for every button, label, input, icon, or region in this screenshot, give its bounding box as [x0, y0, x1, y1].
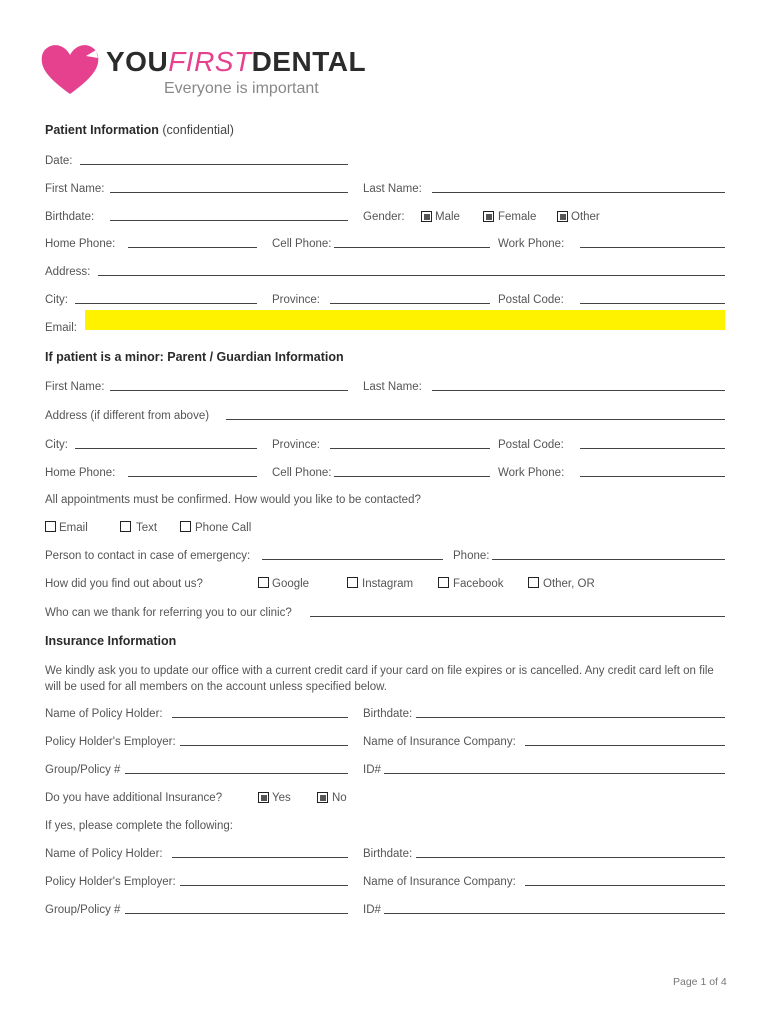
- contact-email-checkbox[interactable]: [45, 521, 56, 532]
- work-phone-label: Work Phone:: [498, 238, 565, 250]
- contact-question: All appointments must be confirmed. How would you like to be contacted?: [45, 494, 421, 506]
- find-other-label: Other, OR: [543, 578, 595, 590]
- group-policy-2-label: Group/Policy #: [45, 904, 121, 916]
- contact-text-label: Text: [136, 522, 158, 534]
- guardian-postal-code-label: Postal Code:: [498, 439, 564, 451]
- find-google-checkbox[interactable]: [258, 577, 269, 588]
- cell-phone-label: Cell Phone:: [272, 238, 332, 250]
- employer-field[interactable]: [180, 745, 348, 746]
- insurance-section-title: Insurance Information: [45, 634, 177, 648]
- additional-insurance-label: Do you have additional Insurance?: [45, 792, 223, 804]
- date-label: Date:: [45, 155, 73, 167]
- policy-holder-2-field[interactable]: [172, 857, 348, 858]
- referral-field[interactable]: [310, 616, 725, 617]
- province-label: Province:: [272, 294, 320, 306]
- city-label: City:: [45, 294, 68, 306]
- insurance-id-label: ID#: [363, 764, 381, 776]
- insurance-birthdate-label: Birthdate:: [363, 708, 413, 720]
- last-name-label: Last Name:: [363, 183, 422, 195]
- guardian-first-name-field[interactable]: [110, 390, 348, 391]
- contact-text-checkbox[interactable]: [120, 521, 131, 532]
- guardian-last-name-field[interactable]: [432, 390, 725, 391]
- find-facebook-label: Facebook: [453, 578, 504, 590]
- gender-female-radio[interactable]: [483, 211, 494, 222]
- guardian-first-name-label: First Name:: [45, 381, 105, 393]
- employer-2-field[interactable]: [180, 885, 348, 886]
- postal-code-label: Postal Code:: [498, 294, 564, 306]
- additional-no-radio[interactable]: [317, 792, 328, 803]
- date-field[interactable]: [80, 164, 348, 165]
- referral-label: Who can we thank for referring you to our clinic?: [45, 607, 292, 619]
- patient-section-title: [45, 123, 234, 137]
- gender-male-radio[interactable]: [421, 211, 432, 222]
- birthdate-field[interactable]: [110, 220, 348, 221]
- insurance-company-2-label: Name of Insurance Company:: [363, 876, 516, 888]
- find-instagram-checkbox[interactable]: [347, 577, 358, 588]
- patient-title: Patient Information: [45, 123, 159, 137]
- guardian-province-label: Province:: [272, 439, 320, 451]
- guardian-cell-phone-label: Cell Phone:: [272, 467, 332, 479]
- guardian-work-phone-field[interactable]: [580, 476, 725, 477]
- guardian-home-phone-label: Home Phone:: [45, 467, 116, 479]
- additional-no-label: No: [332, 792, 347, 804]
- group-policy-2-field[interactable]: [125, 913, 348, 914]
- insurance-birthdate-2-field[interactable]: [416, 857, 725, 858]
- guardian-home-phone-field[interactable]: [128, 476, 257, 477]
- insurance-id-2-label: ID#: [363, 904, 381, 916]
- gender-female-label: Female: [498, 211, 537, 223]
- additional-yes-label: Yes: [272, 792, 291, 804]
- insurance-id-2-field[interactable]: [384, 913, 725, 914]
- insurance-company-label: Name of Insurance Company:: [363, 736, 516, 748]
- email-label: Email:: [45, 322, 77, 334]
- gender-male-label: Male: [435, 211, 460, 223]
- find-instagram-label: Instagram: [362, 578, 414, 590]
- guardian-city-label: City:: [45, 439, 68, 451]
- brand-dental: DENTAL: [251, 46, 367, 77]
- first-name-field[interactable]: [110, 192, 348, 193]
- guardian-postal-code-field[interactable]: [580, 448, 725, 449]
- cell-phone-field[interactable]: [334, 247, 490, 248]
- insurance-id-field[interactable]: [384, 773, 725, 774]
- address-label: Address:: [45, 266, 91, 278]
- insurance-birthdate-field[interactable]: [416, 717, 725, 718]
- insurance-paragraph: We kindly ask you to update our office with a current credit card if your card on file expires or is cancelled. Any credit card left on file will be used for all members on the account unless specified below.: [45, 665, 714, 693]
- work-phone-field[interactable]: [580, 247, 725, 248]
- find-google-label: Google: [272, 578, 310, 590]
- home-phone-field[interactable]: [128, 247, 257, 248]
- address-field[interactable]: [98, 275, 725, 276]
- policy-holder-field[interactable]: [172, 717, 348, 718]
- find-us-label: How did you find out about us?: [45, 578, 203, 590]
- guardian-last-name-label: Last Name:: [363, 381, 422, 393]
- policy-holder-label: Name of Policy Holder:: [45, 708, 163, 720]
- policy-holder-2-label: Name of Policy Holder:: [45, 848, 163, 860]
- emergency-phone-label: Phone:: [453, 550, 490, 562]
- insurance-company-2-field[interactable]: [525, 885, 725, 886]
- guardian-section-title: If patient is a minor: Parent / Guardian Information: [45, 350, 344, 364]
- group-policy-label: Group/Policy #: [45, 764, 121, 776]
- guardian-city-field[interactable]: [75, 448, 257, 449]
- guardian-address-field[interactable]: [226, 419, 725, 420]
- patient-title-note: (confidential): [162, 123, 234, 137]
- contact-email-label: Email: [59, 522, 88, 534]
- employer-2-label: Policy Holder's Employer:: [45, 876, 176, 888]
- brand-you: YOU: [106, 46, 169, 77]
- gender-label: Gender:: [363, 211, 405, 223]
- postal-code-field[interactable]: [580, 303, 725, 304]
- if-yes-label: If yes, please complete the following:: [45, 820, 233, 832]
- guardian-work-phone-label: Work Phone:: [498, 467, 565, 479]
- brand-tagline: Everyone is important: [164, 80, 319, 97]
- guardian-cell-phone-field[interactable]: [334, 476, 490, 477]
- contact-phone-call-checkbox[interactable]: [180, 521, 191, 532]
- find-other-checkbox[interactable]: [528, 577, 539, 588]
- insurance-birthdate-2-label: Birthdate:: [363, 848, 413, 860]
- employer-label: Policy Holder's Employer:: [45, 736, 176, 748]
- gender-other-radio[interactable]: [557, 211, 568, 222]
- heart-logo-icon: [40, 42, 100, 96]
- emergency-contact-label: Person to contact in case of emergency:: [45, 550, 251, 562]
- emergency-contact-field[interactable]: [262, 559, 443, 560]
- page-number: Page 1 of 4: [673, 976, 727, 988]
- brand-name: [106, 46, 366, 78]
- emergency-phone-field[interactable]: [492, 559, 725, 560]
- first-name-label: First Name:: [45, 183, 105, 195]
- additional-yes-radio[interactable]: [258, 792, 269, 803]
- guardian-address-label: Address (if different from above): [45, 410, 210, 422]
- insurance-company-field[interactable]: [525, 745, 725, 746]
- email-field[interactable]: [85, 310, 725, 330]
- contact-phone-call-label: Phone Call: [195, 522, 252, 534]
- city-field[interactable]: [75, 303, 257, 304]
- birthdate-label: Birthdate:: [45, 211, 95, 223]
- province-field[interactable]: [330, 303, 490, 304]
- gender-other-label: Other: [571, 211, 600, 223]
- find-facebook-checkbox[interactable]: [438, 577, 449, 588]
- group-policy-field[interactable]: [125, 773, 348, 774]
- last-name-field[interactable]: [432, 192, 725, 193]
- guardian-province-field[interactable]: [330, 448, 490, 449]
- home-phone-label: Home Phone:: [45, 238, 116, 250]
- brand-first: FIRST: [168, 46, 252, 77]
